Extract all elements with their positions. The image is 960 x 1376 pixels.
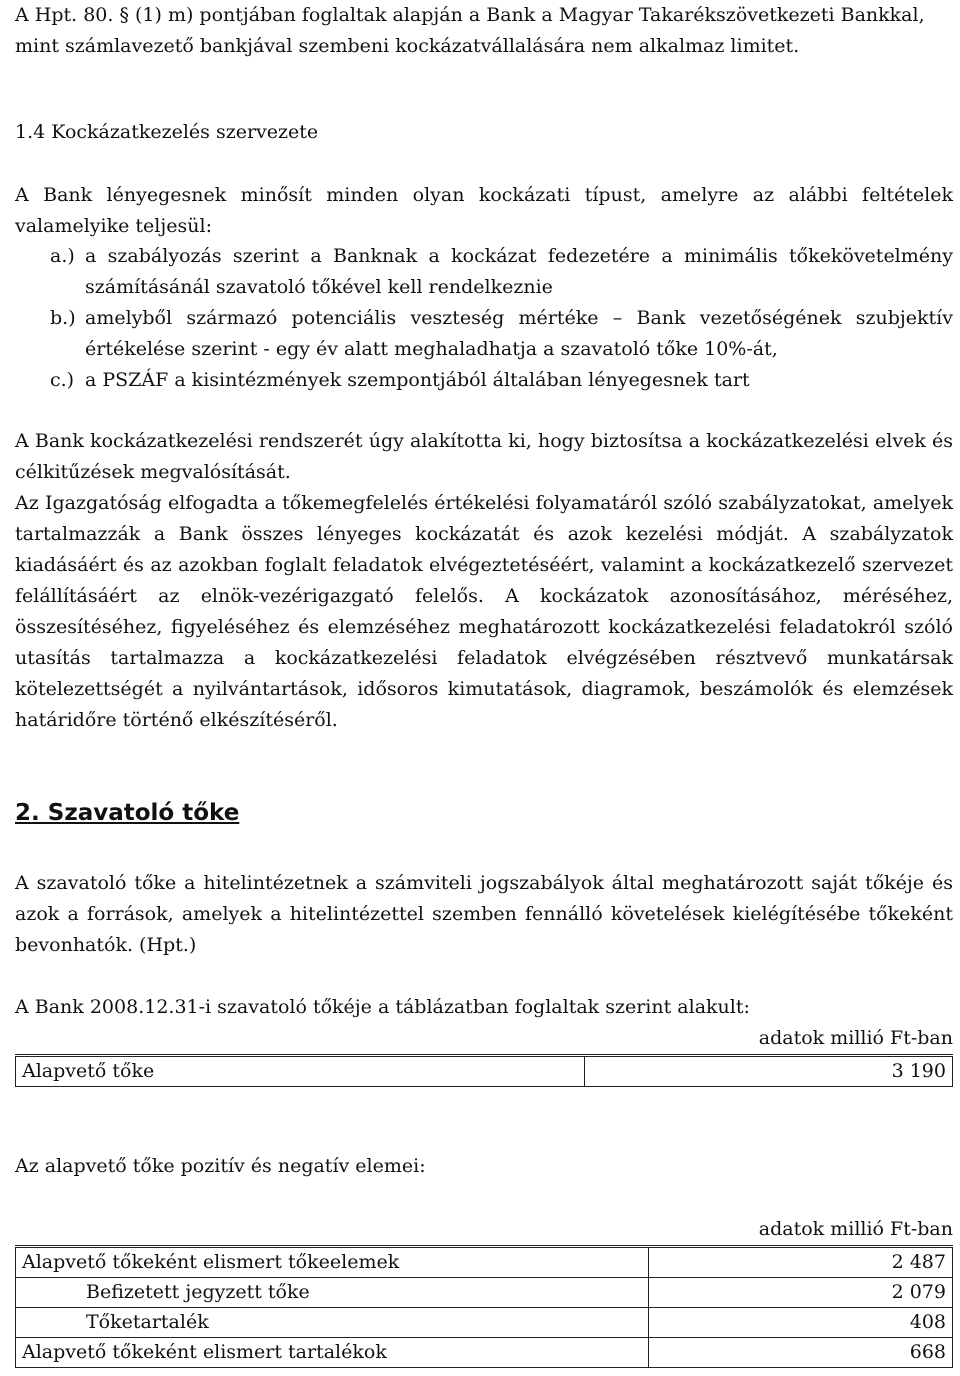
list-marker: a.) [50, 245, 75, 267]
table-cell-label: Alapvető tőke [16, 1056, 585, 1087]
table-cell-value: 668 [649, 1338, 953, 1368]
paragraph-table-intro: A Bank 2008.12.31-i szavatoló tőkéje a táblázatban foglaltak szerint alakult: [15, 996, 750, 1018]
section-heading-1-4: 1.4 Kockázatkezelés szervezete [15, 121, 319, 143]
list-item-text: a szabályozás szerint a Banknak a kockázat fedezetére a minimális tőkekövetelmény számításánál szavatoló tőkével kell rendelkeznie [85, 245, 953, 298]
paragraph-board: Az Igazgatóság elfogadta a tőkemegfelelés értékelési folyamatáról szóló szabályzatokat, amelyek tartalmazzák a Bank összes lényeges kockázatát és azok kezelési módját. A szabályzatok kiadásáért és az azokban foglalt feladatok elvégeztetéséért, valamint a kockázatkezelő szervezet felállításáért az elnök-vezérigazgató felelős. A kockázatok azonosításához, méréséhez, összesítéséhez, figyeléséhez és elemzéséhez meghatározott kockázatkezelési feladatokról szóló utasítás tartalmazza a kockázatkezelési feladatok elvégzésében résztvevő munkatársak kötelezettségét a nyilvántartások, idősoros kimutatások, diagramok, beszámolók és elemzések határidőre történő elkészítéséről. [15, 492, 953, 731]
capital-table [15, 1054, 953, 1087]
table-row [16, 1308, 953, 1338]
list-item-text: amelyből származó potenciális veszteség mértéke – Bank vezetőségének szubjektív értékelése szerint - egy év alatt meghaladhatja a szavatoló tőke 10%-át, [85, 307, 953, 360]
table-cell-label: Befizetett jegyzett tőke [16, 1278, 649, 1308]
list-item-text: a PSZÁF a kisintézmények szempontjából általában lényegesnek tart [85, 369, 750, 391]
paragraph-definition: A szavatoló tőke a hitelintézetnek a számviteli jogszabályok által meghatározott saját tőkéje és azok a források, amelyek a hitelintézettel szemben fennálló követelések kielégítésébe tőkeként bevonhatók. (Hpt.) [15, 872, 953, 956]
table-cell-label: Alapvető tőkeként elismert tőkeelemek [16, 1247, 649, 1278]
table-cell-value: 408 [649, 1308, 953, 1338]
table-row [16, 1247, 953, 1278]
table-cell-value: 3 190 [585, 1056, 953, 1087]
list-item-a [15, 241, 953, 303]
capital-elements-table [15, 1245, 953, 1368]
list-item-b [15, 303, 953, 365]
paragraph-elements-intro: Az alapvető tőke pozitív és negatív elemei: [15, 1155, 426, 1177]
table-cell-label: Tőketartalék [16, 1308, 649, 1338]
intro-line-2: mint számlavezető bankjával szembeni kockázatvállalására nem alkalmaz limitet. [15, 35, 800, 57]
table-row [16, 1056, 953, 1087]
table-cell-value: 2 079 [649, 1278, 953, 1308]
table-cell-label: Alapvető tőkeként elismert tartalékok [16, 1338, 649, 1368]
section-heading-2: 2. Szavatoló tőke [15, 800, 240, 826]
intro-line-1: A Hpt. 80. § (1) m) pontjában foglaltak alapján a Bank a Magyar Takarékszövetkezeti Bankkal, [15, 4, 925, 26]
table-row [16, 1338, 953, 1368]
paragraph-risk-system: A Bank kockázatkezelési rendszerét úgy alakította ki, hogy biztosítsa a kockázatkezelési elvek és célkitűzések megvalósítását. [15, 430, 953, 483]
list-marker: c.) [50, 369, 75, 391]
unit-label-2: adatok millió Ft-ban [758, 1218, 953, 1240]
table-cell-value: 2 487 [649, 1247, 953, 1278]
list-item-c [15, 365, 953, 396]
table-row [16, 1278, 953, 1308]
lead-paragraph: A Bank lényegesnek minősít minden olyan kockázati típust, amelyre az alábbi feltételek valamelyike teljesül: [15, 184, 953, 237]
unit-label-1: adatok millió Ft-ban [758, 1027, 953, 1049]
list-marker: b.) [50, 307, 76, 329]
